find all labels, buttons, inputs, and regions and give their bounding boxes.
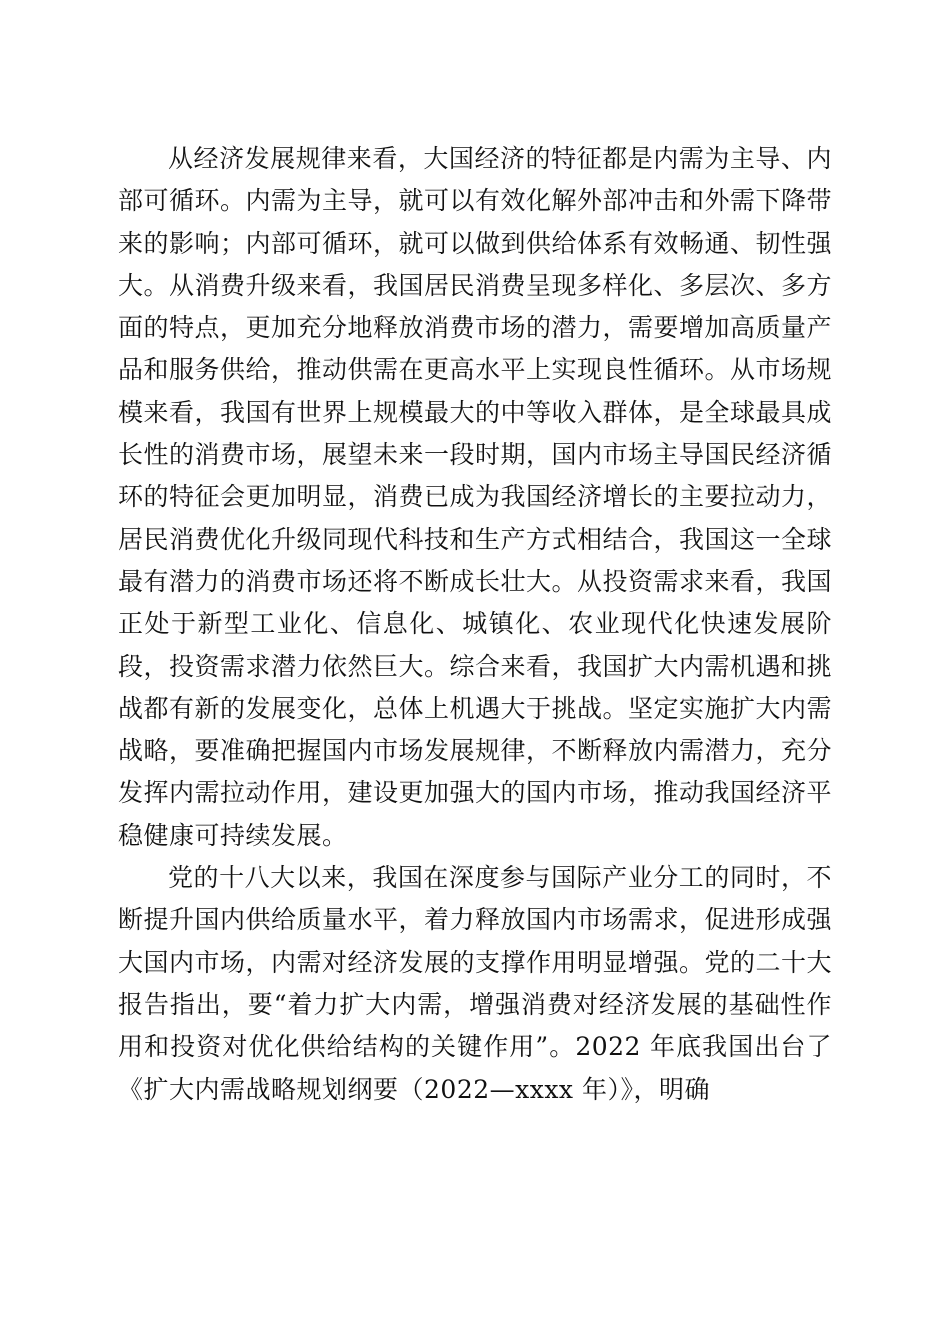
document-body — [118, 138, 832, 1111]
paragraph-eighteenth-congress: 党的十八大以来，我国在深度参与国际产业分工的同时，不断提升国内供给质量水平，着力释放国内市场需求，促进形成强大国内市场，内需对经济发展的支撑作用明显增强。党的二十大报告指出，要“着力扩大内需，增强消费对经济发展的基础性作用和投资对优化供给结构的关键作用”。2022 年底我国出台了《扩大内需战略规划纲要（2022—xxxx 年）》，明确 — [118, 863, 833, 1104]
paragraph-economic-laws: 从经济发展规律来看，大国经济的特征都是内需为主导、内部可循环。内需为主导，就可以有效化解外部冲击和外需下降带来的影响；内部可循环，就可以做到供给体系有效畅通、韧性强大。从消费升级来看，我国居民消费呈现多样化、多层次、多方面的特点，更加充分地释放消费市场的潜力，需要增加高质量产品和服务供给，推动供需在更高水平上实现良性循环。从市场规模来看，我国有世界上规模最大的中等收入群体，是全球最具成长性的消费市场，展望未来一段时期，国内市场主导国民经济循环的特征会更加明显，消费已成为我国经济增长的主要拉动力，居民消费优化升级同现代科技和生产方式相结合，我国这一全球最有潜力的消费市场还将不断成长壮大。从投资需求来看，我国正处于新型工业化、信息化、城镇化、农业现代化快速发展阶段，投资需求潜力依然巨大。综合来看，我国扩大内需机遇和挑战都有新的发展变化，总体上机遇大于挑战。坚定实施扩大内需战略，要准确把握国内市场发展规律，不断释放内需潜力，充分发挥内需拉动作用，建设更加强大的国内市场，推动我国经济平稳健康可持续发展。 — [118, 144, 833, 850]
